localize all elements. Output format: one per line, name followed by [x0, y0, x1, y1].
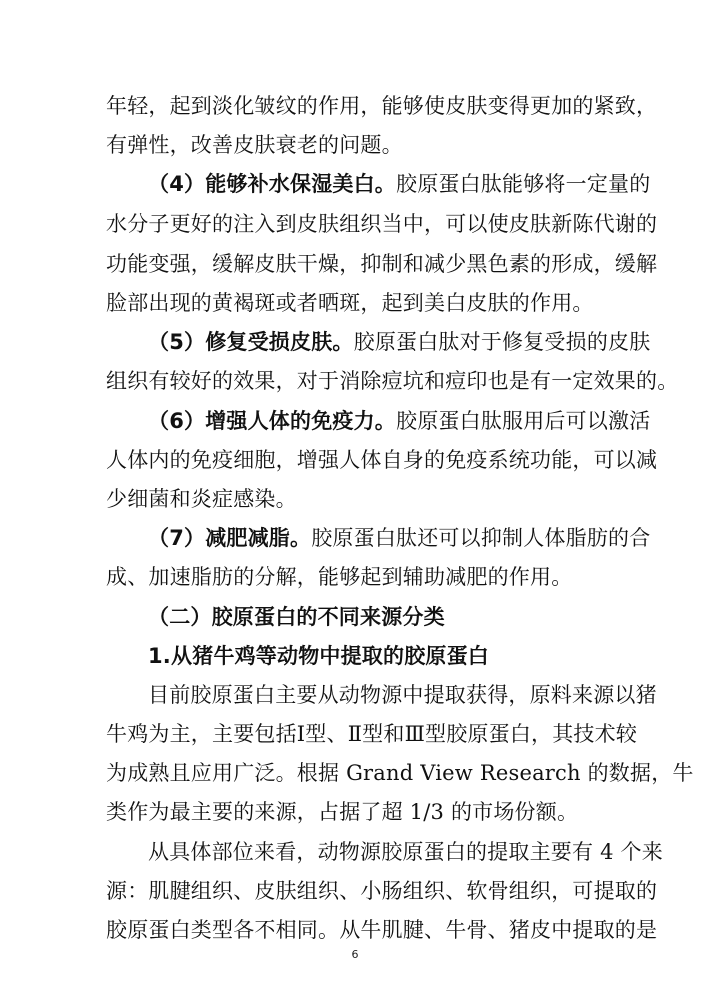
paragraph-3-line-3	[106, 910, 658, 950]
line-text: 目前胶原蛋白主要从动物源中提取获得，原料来源以猪	[148, 683, 657, 707]
item-6-heading: （6）增强人体的免疫力。	[148, 409, 397, 433]
line-text: 人体内的免疫细胞，增强人体自身的免疫系统功能，可以减	[106, 448, 658, 472]
line-text: 胶原蛋白类型各不相同。从牛肌腱、牛骨、猪皮中提取的是	[106, 918, 658, 942]
item-6-line-1	[148, 401, 651, 441]
paragraph-2-line-4	[106, 792, 610, 832]
paragraph-line-1	[106, 86, 658, 126]
line-text: 成、加速脂肪的分解，能够起到辅助减肥的作用。	[106, 565, 573, 589]
line-text: 有弹性，改善皮肤衰老的问题。	[106, 133, 403, 157]
item-4-line-2	[106, 204, 658, 244]
line-text: 水分子更好的注入到皮肤组织当中，可以使皮肤新陈代谢的	[106, 212, 658, 236]
item-4-line-1	[148, 164, 651, 204]
line-text: 组织有较好的效果，对于消除痘坑和痘印也是有一定效果的。	[106, 369, 679, 393]
paragraph-line-2	[106, 125, 610, 165]
item-4-line-4	[106, 283, 610, 323]
line-text: 胶原蛋白肽能够将一定量的	[396, 172, 651, 196]
subsection-heading: 1.从猪牛鸡等动物中提取的胶原蛋白	[148, 644, 489, 668]
line-text: 牛鸡为主，主要包括Ⅰ型、Ⅱ型和Ⅲ型胶原蛋白，其技术较	[106, 722, 638, 746]
line-text: 胶原蛋白肽服用后可以激活	[396, 409, 651, 433]
line-text: 源：肌腱组织、皮肤组织、小肠组织、软骨组织，可提取的	[106, 879, 658, 903]
item-4-line-3	[106, 244, 658, 284]
line-text: 胶原蛋白肽还可以抑制人体脂肪的合	[311, 526, 651, 550]
item-7-line-1	[148, 518, 651, 558]
item-7-heading: （7）减肥减脂。	[148, 526, 312, 550]
line-text: 为成熟且应用广泛。根据 Grand View Research 的数据，牛	[106, 761, 694, 785]
line-text: 少细菌和炎症感染。	[106, 487, 297, 511]
section-heading: （二）胶原蛋白的不同来源分类	[148, 605, 445, 629]
line-text: 功能变强，缓解皮肤干燥，抑制和减少黑色素的形成，缓解	[106, 252, 658, 276]
paragraph-2-line-3	[106, 753, 694, 793]
paragraph-2-line-1	[148, 675, 657, 715]
item-5-line-2	[106, 361, 679, 401]
line-text: 胶原蛋白肽对于修复受损的皮肤	[353, 330, 651, 354]
line-text: 类作为最主要的来源，占据了超 1/3 的市场份额。	[106, 800, 579, 824]
line-text: 年轻，起到淡化皱纹的作用，能够使皮肤变得更加的紧致，	[106, 94, 658, 118]
line-text: 从具体部位来看，动物源胶原蛋白的提取主要有 4 个来	[148, 840, 663, 864]
paragraph-3-line-1	[148, 832, 663, 872]
item-4-heading: （4）能够补水保湿美白。	[148, 172, 397, 196]
item-6-line-2	[106, 440, 658, 480]
line-text: 脸部出现的黄褐斑或者晒斑，起到美白皮肤的作用。	[106, 291, 594, 315]
item-5-line-1	[148, 322, 651, 362]
item-7-line-2	[106, 557, 610, 597]
item-5-heading: （5）修复受损皮肤。	[148, 330, 354, 354]
item-6-line-3	[106, 479, 610, 519]
paragraph-2-line-2	[106, 714, 638, 754]
page-number: 6	[351, 948, 359, 961]
paragraph-3-line-2	[106, 871, 658, 911]
